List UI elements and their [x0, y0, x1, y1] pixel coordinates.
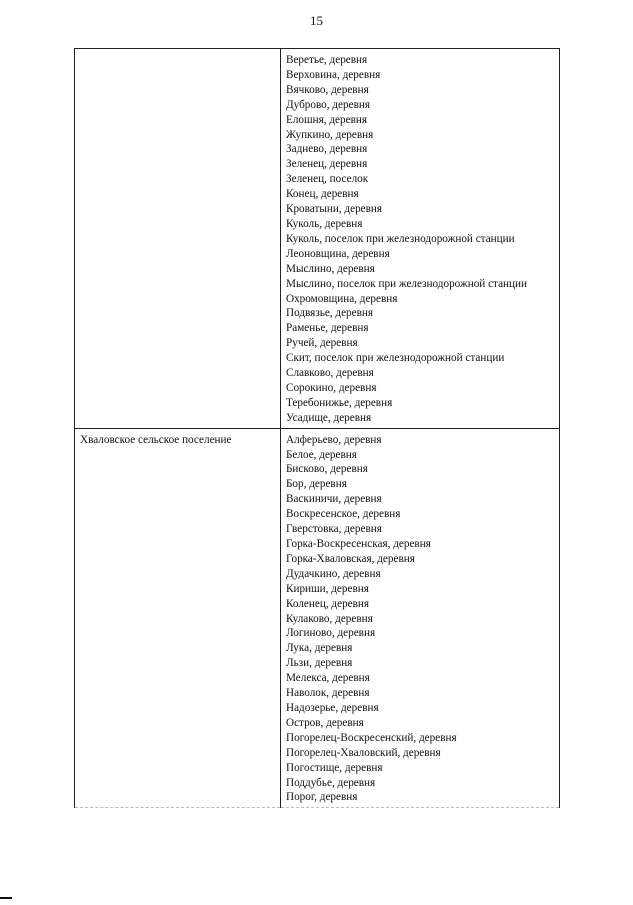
settlement-item: Елошня, деревня	[286, 113, 367, 126]
settlement-item: Подвязье, деревня	[286, 307, 374, 320]
table-row	[75, 49, 560, 429]
settlement-item: Куколь, деревня	[286, 217, 363, 230]
table-row	[75, 428, 560, 808]
settlements-cell	[281, 428, 560, 808]
settlement-item: Верховина, деревня	[286, 68, 381, 81]
settlement-item: Горка-Воскресенская, деревня	[286, 538, 431, 550]
settlement-item: Поддубье, деревня	[286, 776, 376, 789]
settlement-item: Теребонижье, деревня	[286, 396, 393, 409]
settlement-item: Надозерье, деревня	[286, 701, 379, 714]
settlement-item: Жупкино, деревня	[286, 128, 374, 141]
settlements-table	[74, 48, 560, 808]
settlement-item: Вячково, деревня	[286, 83, 369, 96]
settlement-item: Погорелец-Воскресенский, деревня	[286, 731, 457, 744]
settlement-item: Ручей, деревня	[286, 337, 358, 350]
settlement-item: Куколь, поселок при железнодорожной станции	[286, 232, 515, 245]
settlement-item: Дудачкино, деревня	[286, 567, 381, 580]
settlement-item: Мыслино, деревня	[286, 262, 375, 275]
settlement-item: Заднево, деревня	[286, 143, 368, 156]
page-number: 15	[310, 13, 323, 28]
settlement-item: Логиново, деревня	[286, 627, 376, 640]
settlement-item: Воскресенское, деревня	[286, 508, 401, 521]
settlement-item: Конец, деревня	[286, 188, 359, 201]
settlement-item: Горка-Хваловская, деревня	[286, 552, 415, 565]
settlement-item: Дуброво, деревня	[286, 98, 370, 111]
settlement-item: Алферьево, деревня	[286, 433, 382, 446]
settlement-item: Раменье, деревня	[286, 322, 369, 335]
settlement-item: Васкиничи, деревня	[286, 493, 382, 506]
settlement-item: Славково, деревня	[286, 367, 374, 380]
settlement-item: Кириши, деревня	[286, 582, 369, 595]
settlement-item: Зеленец, поселок	[286, 173, 369, 186]
district-cell	[75, 49, 281, 429]
settlement-item: Сорокино, деревня	[286, 381, 377, 394]
settlement-item: Леоновщина, деревня	[286, 247, 390, 260]
settlement-item: Гверстовка, деревня	[286, 523, 382, 536]
settlement-item: Мелекса, деревня	[286, 672, 370, 685]
settlement-item: Мыслино, поселок при железнодорожной станции	[286, 277, 527, 290]
settlement-item: Коленец, деревня	[286, 597, 370, 610]
settlement-item: Бисково, деревня	[286, 463, 368, 476]
settlement-item: Погорелец-Хваловский, деревня	[286, 746, 441, 759]
settlement-item: Погостище, деревня	[286, 761, 383, 774]
district-cell: Хваловское сельское поселение	[75, 428, 281, 808]
page-edge-mark	[0, 897, 12, 899]
settlement-item: Лука, деревня	[286, 642, 353, 655]
settlement-item: Наволок, деревня	[286, 687, 370, 700]
settlement-item: Усадище, деревня	[286, 411, 372, 424]
settlement-item: Порог, деревня	[286, 791, 358, 804]
settlements-cell	[281, 49, 560, 429]
settlement-item: Льзи, деревня	[286, 657, 353, 670]
settlement-item: Бор, деревня	[286, 478, 347, 491]
settlement-item: Веретье, деревня	[286, 54, 368, 66]
settlement-item: Кулаково, деревня	[286, 612, 373, 625]
settlement-item: Скит, поселок при железнодорожной станции	[286, 352, 505, 365]
settlement-item: Охромовщина, деревня	[286, 292, 398, 305]
settlements-table-body	[75, 49, 560, 808]
settlement-item: Остров, деревня	[286, 716, 364, 729]
settlement-item: Кроватыни, деревня	[286, 203, 383, 216]
settlement-item: Белое, деревня	[286, 448, 357, 461]
settlement-item: Зеленец, деревня	[286, 158, 368, 171]
